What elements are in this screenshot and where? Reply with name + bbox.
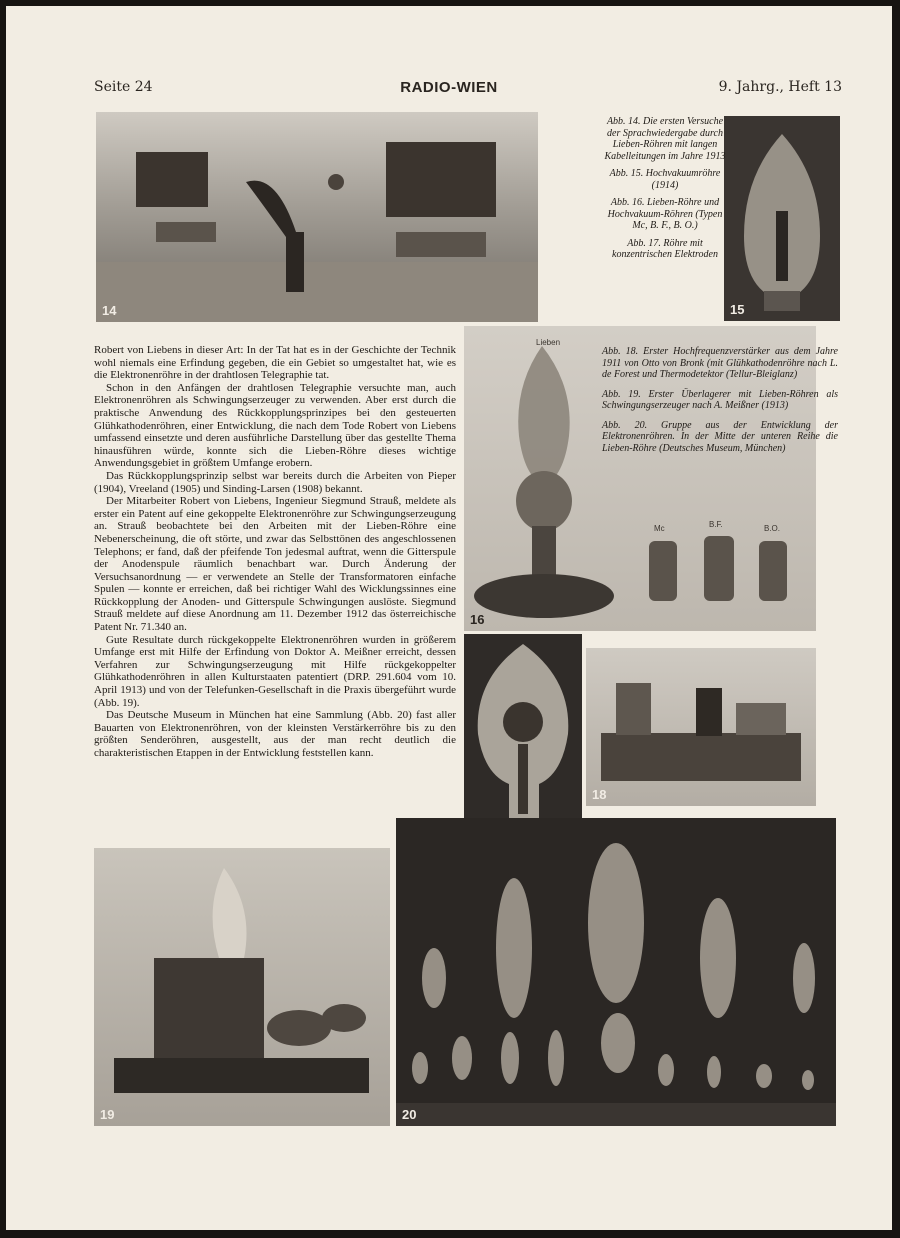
oscillator-drawing (94, 848, 390, 1126)
caption-16: Abb. 16. Lieben-Röhre und Hochvakuum-Röhren (Typen Mc, B. F., B. O.) (607, 197, 723, 231)
figure-number: 18 (592, 787, 607, 802)
caption-19: Abb. 19. Erster Überlagerer mit Lieben-Röhren als Schwingungserzeuger nach A. Meißner (1913) (602, 388, 838, 411)
tube-label-bf: B.F. (709, 520, 723, 529)
magazine-title: RADIO-WIEN (400, 79, 498, 96)
caption-17: Abb. 17. Röhre mit konzentrischen Elektroden (612, 237, 718, 260)
amplifier-drawing (586, 648, 816, 806)
article-body (94, 344, 456, 760)
paragraph: Gute Resultate durch rückgekoppelte Elektronenröhren wurden in größerem Umfange erst mit Hilfe der Erfindung von Doktor A. Meißner erreicht, dessen Verfahren zur Schwingungserzeugung mit Hilfe rückgekoppelter Glühkathodenröhren in allen Kulturstaaten patentiert (DRP. 291.604 vom 10. April 1913) und von der Telefunken-Gesellschaft in die Praxis übergeführt wurde (Abb. 19). (94, 633, 456, 709)
figure-20-photo (396, 818, 836, 1126)
caption-18: Abb. 18. Erster Hochfrequenzverstärker aus dem Jahre 1911 von Otto von Bronk (mit Glühkathodenröhre nach L. de Forest und Thermodetektor (Tellur-Bleiglanz) (602, 346, 838, 380)
page-number: Seite 24 (94, 79, 153, 95)
caption-20: Abb. 20. Gruppe aus der Entwicklung der Elektronenröhren. In der Mitte der unteren Reihe die Lieben-Röhre (Deutsches Museum, München) (602, 419, 838, 454)
tube-label-mc: Mc (654, 524, 665, 533)
figure-number: 15 (730, 302, 745, 317)
figure-number: 19 (100, 1107, 115, 1122)
figure-number: 14 (102, 303, 117, 318)
figure-number: 20 (402, 1107, 417, 1122)
captions-column (602, 116, 728, 267)
figure-18-photo (586, 648, 816, 806)
paragraph: Der Mitarbeiter Robert von Liebens, Ingenieur Siegmund Strauß, meldete als erster ein Patent auf eine gekoppelte Elektronenröhre zur Schwingungserzeugung an. Strauß beobachtete bei den Arbeiten mit der Lieben-Röhre eine Nebenerscheinung, die oft störte, und zwar das Selbsttönen des angeschlossenen Telephons; er fand, daß der pfeifende Ton jedesmal auftrat, wenn die Gitterspule der Anodenspule räumlich benachbart war. Durch Änderung der Versuchsanordnung — er verwendete an Stelle der Transformatoren einfache Spulen — konnte er erreichen, daß bei richtiger Wahl des Wicklungssinnes eine Rückkopplung der Anoden- und Gitterspule Schwingungen auslöste. Siegmund Strauß meldete auf diese Anordnung am 11. Dezember 1912 das österreichische Patent Nr. 71.340 an. (94, 495, 456, 634)
paragraph: Das Rückkopplungsprinzip selbst war bereits durch die Arbeiten von Pieper (1904), Vreeland (1905) und Sinding-Larsen (1908) bekannt. (94, 469, 456, 495)
issue-info: 9. Jahrg., Heft 13 (718, 79, 842, 95)
caption-15: Abb. 15. Hochvakuumröhre (1914) (609, 168, 721, 191)
paragraph: Das Deutsche Museum in München hat eine Sammlung (Abb. 20) fast aller Bauarten von Elektronenröhren, von der kleinsten Verstärkerröhre bis zu den größten Senderöhren, ausgestellt, aus der man recht deutlich die charakteristischen Etappen in der Entwicklung feststellen kann. (94, 709, 456, 759)
concentric-tube-drawing (464, 634, 582, 849)
paragraph: Robert von Liebens in dieser Art: In der Tat hat es in der Geschichte der Technik wohl niemals eine Erfindung gegeben, die ein Gebiet so umgestaltet hat, wie es die Elektronenröhre in der drahtlosen Telegraphie tat. (94, 344, 456, 382)
figure-15-photo (724, 116, 840, 321)
caption-14: Abb. 14. Die ersten Versuche der Sprachwiedergabe durch Lieben-Röhren mit langen Kabelleitungen im Jahre 1913 (604, 116, 726, 162)
tube-collection-drawing (396, 818, 836, 1126)
vacuum-tube-drawing (724, 116, 840, 321)
figure-19-photo (94, 848, 390, 1126)
captions-column-lower (602, 346, 838, 462)
figure-number: 16 (470, 612, 485, 627)
magazine-page (6, 6, 892, 1230)
lab-scene-drawing (96, 112, 538, 322)
paragraph: Schon in den Anfängen der drahtlosen Telegraphie versuchte man, auch Elektronenröhren als Schwingungserzeuger zu verwenden. Aber erst durch die praktische Anwendung des Rückkopplungsprinzipes bei den gesteuerten Glühkathodenröhren, einer Entwicklung, die nach dem Tode Robert von Liebens umfassend einsetzte und deren ausführliche Darstellung über das gestellte Thema hinausführen würde, konnte sich die Lieben-Röhre dieses wichtige Anwendungsgebiet in größtem Umfange erobern. (94, 381, 456, 470)
figure-17-photo (464, 634, 582, 849)
tube-label-bo: B.O. (764, 524, 781, 533)
figure-14-photo (96, 112, 538, 322)
tube-label-lieben: Lieben (536, 338, 561, 347)
